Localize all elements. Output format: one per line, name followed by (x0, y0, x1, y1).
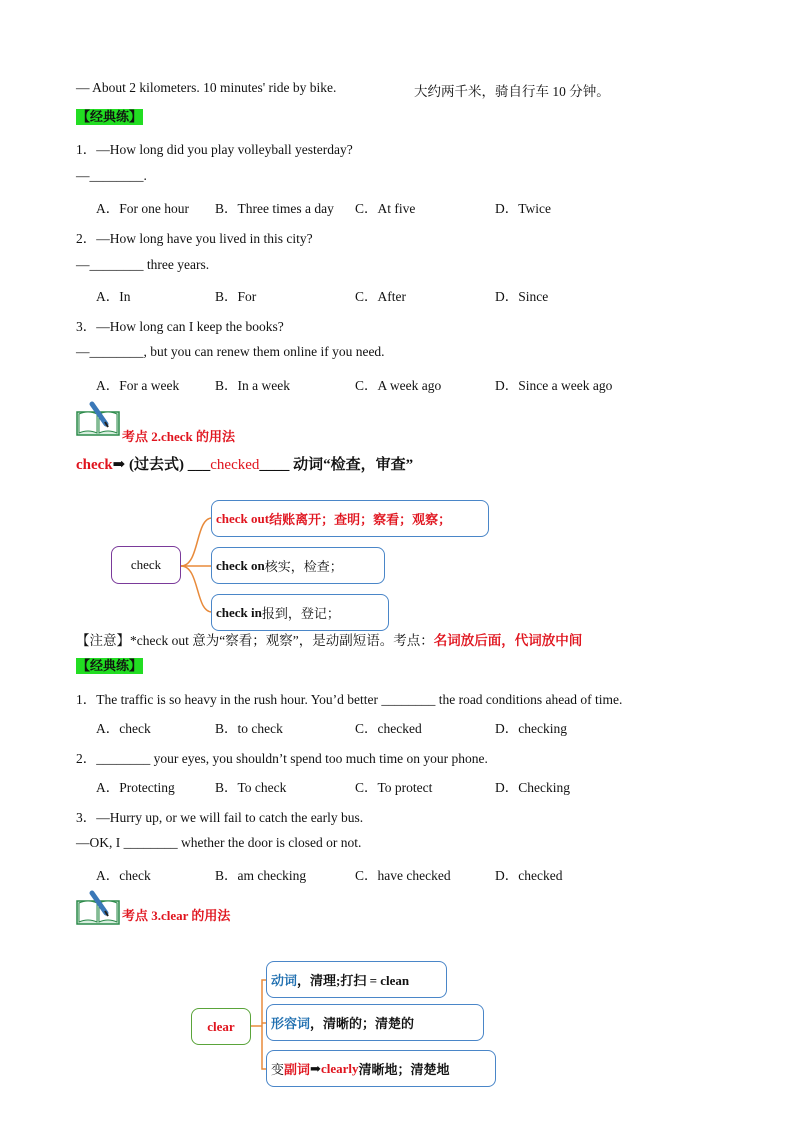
branch-meaning: 结账离开；查明；察看；观察； (269, 512, 452, 527)
answer-blank: —________. (76, 168, 147, 183)
intro-line-zh: 大约两千米，骑自行车 10 分钟。 (414, 84, 610, 99)
branch-clear-adverb (266, 1050, 496, 1087)
check-word: check (76, 457, 113, 473)
branch-keyword: check in (216, 604, 262, 620)
option-c: C．checked (355, 721, 422, 736)
practice-tag: 【经典练】 (77, 658, 143, 673)
answer-blank: —________ three years. (76, 257, 210, 272)
branch-keyword: 动词 (271, 973, 298, 988)
branch-keyword: check on (216, 557, 265, 573)
past-label: (过去式) ___ (125, 457, 211, 473)
answer-blank: —________, but you can renew them online if you need. (76, 344, 385, 359)
question-text: 3．—How long can I keep the books? (76, 319, 284, 334)
branch-meaning: 核实，检查； (264, 559, 343, 574)
past-tail: ____ 动词“检查，审查” (259, 457, 414, 473)
option-a: A．check (96, 868, 151, 883)
question-text: 1．—How long did you play volleyball yesterday? (76, 142, 353, 157)
branch-meaning: 报到，登记； (261, 606, 340, 621)
branch-prefix: 变 (271, 1062, 285, 1077)
option-c: C．After (355, 289, 406, 304)
option-c: C．To protect (355, 780, 433, 795)
note-prefix: 【注意】*check out 意为“察看；观察”，是动副短语。考点： (76, 633, 434, 648)
option-a: A．In (96, 289, 131, 304)
practice-tag: 【经典练】 (77, 109, 143, 124)
branch-keyword: 副词 (284, 1062, 311, 1077)
check-past-tense-line (76, 453, 413, 474)
option-d: D．checking (495, 721, 567, 736)
option-d: D．Twice (495, 201, 552, 216)
answer-blank: —OK, I ________ whether the door is closed or not. (76, 835, 362, 850)
branch-check-on (211, 547, 385, 584)
branch-meaning: ，清理;打扫 = clean (297, 973, 410, 988)
option-b: B．Three times a day (215, 201, 334, 216)
option-b: B．To check (215, 780, 287, 795)
arrow-icon: ➡ (310, 1060, 321, 1076)
option-d: D．Since a week ago (495, 378, 613, 393)
branch-clear-adjective (266, 1004, 484, 1041)
book-pencil-icon (76, 400, 120, 436)
option-b: B．am checking (215, 868, 307, 883)
section-title: 考点 3.clear 的用法 (122, 908, 231, 923)
branch-check-in (211, 594, 389, 631)
question-text: 2．________ your eyes, you shouldn’t spend too much time on your phone. (76, 751, 488, 766)
branch-check-out (211, 500, 489, 537)
option-d: D．Since (495, 289, 549, 304)
option-a: A．Protecting (96, 780, 175, 795)
option-c: C．A week ago (355, 378, 442, 393)
question-text: 3．—Hurry up, or we will fail to catch the early bus. (76, 810, 364, 825)
question-text: 2．—How long have you lived in this city? (76, 231, 313, 246)
branch-keyword: check out (216, 510, 270, 526)
arrow-icon: ➡ (112, 457, 126, 473)
note-line (76, 629, 582, 649)
branch-meaning: ，清晰的；清楚的 (310, 1016, 415, 1031)
intro-line-en: — About 2 kilometers. 10 minutes' ride by bike. (76, 80, 337, 95)
option-b: B．to check (215, 721, 283, 736)
branch-meaning: 清晰地；清楚地 (358, 1062, 450, 1077)
option-c: C．have checked (355, 868, 451, 883)
branch-clear-verb (266, 961, 447, 998)
branch-adverb-word: clearly (320, 1060, 359, 1076)
option-a: A．For a week (96, 378, 180, 393)
section-title: 考点 2.check 的用法 (122, 429, 236, 444)
option-d: D．checked (495, 868, 563, 883)
option-b: B．In a week (215, 378, 290, 393)
book-pencil-icon (76, 889, 120, 925)
option-a: A．For one hour (96, 201, 189, 216)
option-b: B．For (215, 289, 257, 304)
note-highlight: 名词放后面，代词放中间 (433, 633, 583, 648)
branch-keyword: 形容词 (271, 1016, 311, 1031)
option-c: C．At five (355, 201, 416, 216)
mindmap-root-clear: clear (191, 1008, 251, 1045)
past-value: checked (210, 457, 260, 473)
question-text: 1．The traffic is so heavy in the rush hour. You’d better ________ the road conditions ahead of time. (76, 692, 623, 707)
option-d: D．Checking (495, 780, 570, 795)
option-a: A．check (96, 721, 151, 736)
mindmap-root-check: check (111, 546, 181, 584)
